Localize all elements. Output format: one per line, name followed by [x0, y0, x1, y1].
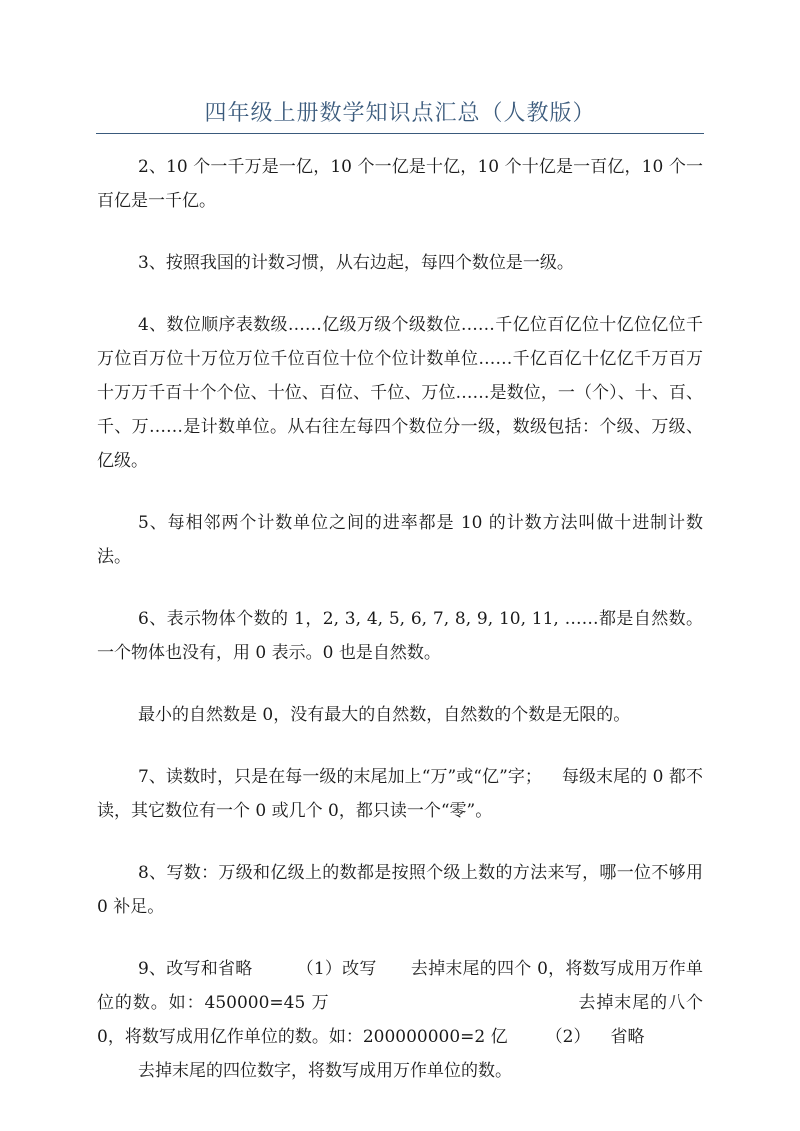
paragraph-5: 5、每相邻两个计数单位之间的进率都是 10 的计数方法叫做十进制计数法。 [97, 513, 703, 567]
paragraph-9-heading: 9、改写和省略 [138, 959, 253, 979]
paragraph-8: 8、写数：万级和亿级上的数都是按照个级上数的方法来写，哪一位不够用 0 补足。 [97, 863, 703, 917]
paragraph-9-rewrite-label: （1）改写 [296, 959, 377, 979]
paragraph-2: 2、10 个一千万是一亿，10 个一亿是十亿，10 个十亿是一百亿，10 个一百亿是一千亿。 [97, 157, 703, 211]
paragraph-9-rewrite-wan: 去掉末尾的四个 0，将数写成用万作单位的数。如：450000=45 万 [97, 959, 703, 1013]
paragraph-9 [97, 952, 703, 1088]
paragraph-natural-numbers: 最小的自然数是 0，没有最大的自然数，自然数的个数是无限的。 [138, 705, 631, 725]
paragraph-3: 3、按照我国的计数习惯，从右边起，每四个数位是一级。 [138, 253, 574, 273]
title-divider [96, 133, 704, 134]
page-title: 四年级上册数学知识点汇总（人教版） [204, 101, 596, 126]
paragraph-9-omit-label: （2） [545, 1027, 591, 1047]
paragraph-9-rewrite-yi: 去掉末尾的八个 0，将数写成用亿作单位的数。如：200000000=2 亿 [97, 993, 703, 1047]
paragraph-6: 6、表示物体个数的 1，2, 3, 4, 5, 6, 7, 8, 9, 10, 11, ……都是自然数。一个物体也没有，用 0 表示。0 也是自然数。 [97, 609, 703, 663]
paragraph-7-part-2: 每级末尾的 0 都不读，其它数位有一个 0 或几个 0，都只读一个“零”。 [97, 767, 703, 821]
paragraph-7-part-1: 7、读数时，只是在每一级的末尾加上“万”或“亿”字； [138, 767, 542, 787]
paragraph-4: 4、数位顺序表数级……亿级万级个级数位……千亿位百亿位十亿位亿位千万位百万位十万位万位千位百位十位个位计数单位……千亿百亿十亿亿千万百万十万万千百十个个位、十位、百位、千位、万位……是数位，一（个）、十、百、千、万……是计数单位。从右往左每四个数位分一级，数级包括：个级、万级、亿级。 [97, 315, 703, 471]
paragraph-9-omit-word: 省略 [610, 1027, 645, 1047]
paragraph-9-omit-text: 去掉末尾的四位数字，将数写成用万作单位的数。 [138, 1061, 512, 1081]
paragraph-7 [97, 760, 703, 828]
document-body [97, 150, 703, 1088]
